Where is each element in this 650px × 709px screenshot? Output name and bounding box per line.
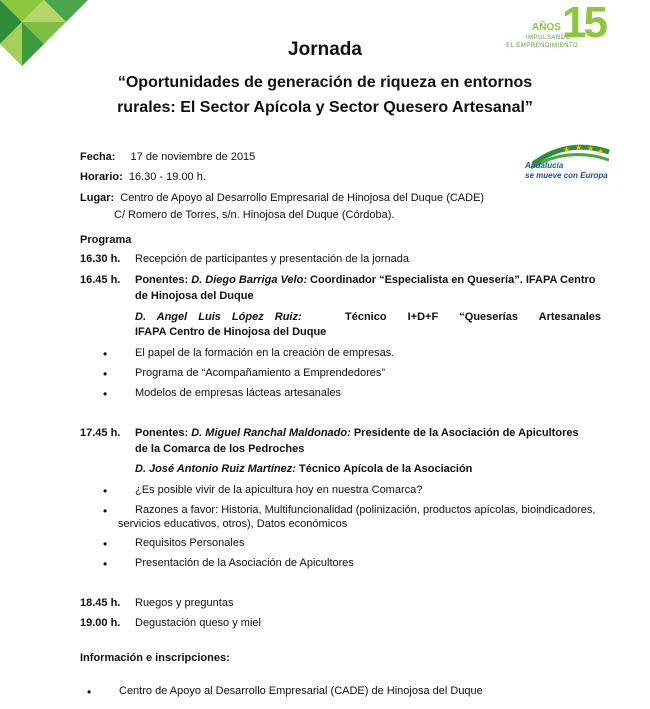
s2-time: 16.45 h. — [80, 274, 121, 286]
subtitle-line-2: rurales: El Sector Apícola y Sector Quesero Artesanal” — [117, 99, 533, 116]
s3-speaker2-role: Técnico Apícola de la Asociación — [299, 463, 473, 475]
s3-bullet-1: • ¿Es posible vivir de la apicultura hoy en nuestra Comarca? — [135, 484, 422, 496]
svg-text:★: ★ — [597, 147, 605, 156]
s2-speaker1-row — [135, 274, 596, 286]
programa-label: Programa — [80, 234, 132, 246]
lugar-label: Lugar: — [80, 192, 115, 204]
s3-bullet-2a: • Razones a favor: Historia, Multifuncionalidad (polinización, productos apícolas, bioindicadores, — [135, 504, 595, 516]
info-bullet: • Centro de Apoyo al Desarrollo Empresarial (CADE) de Hinojosa del Duque — [119, 685, 483, 697]
s3-speaker1-row — [135, 427, 579, 439]
horario-label: Horario: — [80, 171, 123, 183]
s2-speaker1-role-a: Coordinador “Especialista en Quesería”. IFAPA Centro — [310, 274, 596, 286]
s2-speaker1-name: D. Diego Barriga Velo: — [191, 274, 307, 286]
horario-value: 16.30 - 19.00 h. — [128, 171, 206, 183]
s5-text: Degustación queso y miel — [135, 617, 261, 629]
s2-speaker2-role-b: IFAPA Centro de Hinojosa del Duque — [135, 326, 327, 338]
info-label: Información e inscripciones: — [80, 652, 230, 664]
s3-bullet-3: • Requisitos Personales — [135, 537, 244, 549]
s3-time: 17.45 h. — [80, 427, 121, 439]
horario-row — [80, 171, 206, 183]
s3-speaker2-row — [135, 463, 472, 475]
s5-time: 19.00 h. — [80, 617, 121, 629]
s3-speaker1-name: D. Miguel Ranchal Maldonado: — [191, 427, 351, 439]
s2-bullet-1: • El papel de la formación en la creación de empresas. — [135, 347, 394, 359]
s3-bullet-4: • Presentación de la Asociación de Apicultores — [135, 557, 354, 569]
lugar-value-1: Centro de Apoyo al Desarrollo Empresarial de Hinojosa del Duque (CADE) — [120, 192, 485, 204]
subtitle-line-1: “Oportunidades de generación de riqueza en entornos — [117, 74, 533, 91]
lugar-row — [80, 192, 484, 204]
logo-line1: IMPULSANDO — [526, 35, 571, 41]
s3-speaker1-role-b: de la Comarca de los Pedroches — [135, 443, 305, 455]
logo-anos-text: AÑOS — [532, 22, 561, 33]
s4-text: Ruegos y preguntas — [135, 597, 234, 609]
s3-bullet-2b: servicios educativos, otros), Datos económicos — [118, 518, 348, 530]
s4-time: 18.45 h. — [80, 597, 121, 609]
s3-ponentes-label: Ponentes: — [135, 427, 189, 439]
svg-text:★: ★ — [575, 143, 583, 152]
page-heading: Jornada — [288, 39, 362, 60]
logo-line2: EL EMPRENDIMIENTO — [506, 43, 579, 49]
s2-speaker1-role-b: de Hinojosa del Duque — [135, 290, 254, 302]
logo-andalucia — [523, 142, 613, 187]
s1-text: Recepción de participantes y presentación de la jornada — [135, 253, 409, 265]
lugar-value-2: C/ Romero de Torres, s/n. Hinojosa del Duque (Córdoba). — [114, 209, 395, 221]
fecha-label: Fecha: — [80, 151, 116, 163]
andalucia-subtext: se mueve con Europa — [525, 171, 608, 180]
s2-bullet-2: • Programa de “Acompañamiento a Emprendedores” — [135, 367, 385, 379]
logo-number: 15 — [562, 0, 605, 47]
fecha-row — [80, 151, 255, 163]
s3-speaker1-role-a: Presidente de la Asociación de Apicultores — [353, 427, 579, 439]
s2-bullet-3: • Modelos de empresas lácteas artesanales — [135, 387, 341, 399]
s3-speaker2-name: D. José Antonio Ruiz Martínez: — [135, 463, 296, 475]
s2-speaker2-role-a: Técnico I+D+F “Queserías Artesanales — [345, 311, 601, 323]
s1-time: 16.30 h. — [80, 253, 121, 265]
svg-text:★: ★ — [563, 145, 571, 154]
svg-text:★: ★ — [587, 144, 595, 153]
andalucia-text: Andalucía — [525, 161, 564, 170]
s2-speaker2-name: D. Angel Luis López Ruiz: — [135, 311, 302, 323]
s2-ponentes-label: Ponentes: — [135, 274, 189, 286]
fecha-value: 17 de noviembre de 2015 — [130, 151, 256, 163]
